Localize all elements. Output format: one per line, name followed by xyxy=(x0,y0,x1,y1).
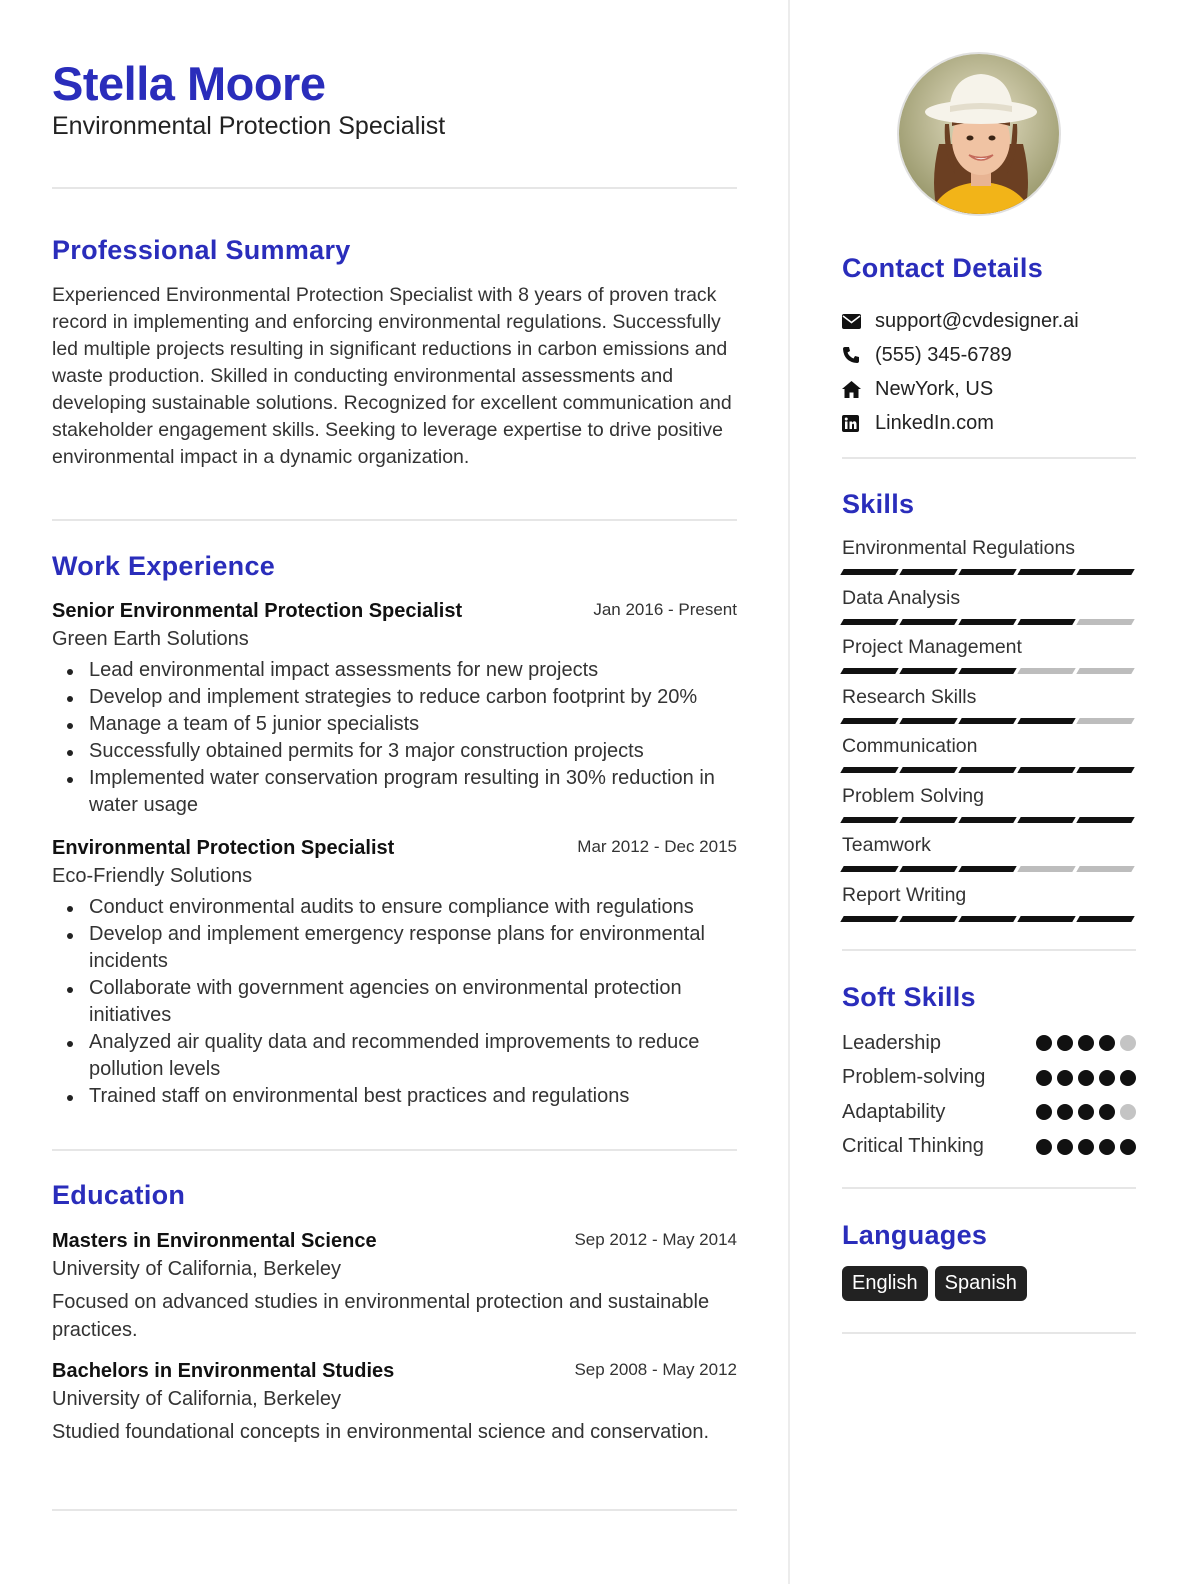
header-divider xyxy=(52,187,737,189)
skill-level-bar xyxy=(842,866,1136,872)
soft-skill-rating xyxy=(1036,1035,1136,1051)
contact-location xyxy=(842,372,1136,406)
skill-level-segment xyxy=(1076,569,1134,575)
school-name: University of California, Berkeley xyxy=(52,1258,341,1280)
skill-level-segment xyxy=(958,916,1016,922)
language-tag: English xyxy=(842,1266,928,1301)
education-entry xyxy=(52,1357,737,1447)
skill-level-segment xyxy=(899,569,957,575)
skill-item xyxy=(842,584,1136,634)
skill-level-segment xyxy=(958,619,1016,625)
skill-level-segment xyxy=(899,767,957,773)
skill-level-segment xyxy=(899,866,957,872)
job-bullet: Implemented water conservation program resulting in 30% reduction in water usage xyxy=(52,765,737,819)
rating-dot xyxy=(1036,1070,1052,1086)
rating-dot xyxy=(1078,1070,1094,1086)
skill-level-segment xyxy=(958,817,1016,823)
contact-phone[interactable] xyxy=(842,338,1136,372)
rating-dot xyxy=(1120,1035,1136,1051)
rating-dot xyxy=(1099,1035,1115,1051)
degree-title: Bachelors in Environmental Studies xyxy=(52,1360,395,1382)
skill-item xyxy=(842,782,1136,832)
summary-divider xyxy=(52,519,737,521)
job-bullet: Lead environmental impact assessments for new projects xyxy=(52,657,737,684)
job-bullet: Collaborate with government agencies on environmental protection initiatives xyxy=(52,975,737,1029)
education-date: Sep 2008 - May 2012 xyxy=(574,1360,737,1379)
contact-divider xyxy=(842,457,1136,459)
skill-level-segment xyxy=(1076,916,1134,922)
skill-level-bar xyxy=(842,668,1136,674)
portrait-image xyxy=(899,54,1061,216)
education-title: Education xyxy=(52,1180,186,1210)
skill-level-segment xyxy=(958,866,1016,872)
soft-skills-divider xyxy=(842,1187,1136,1189)
soft-skill-item xyxy=(842,1026,1136,1061)
skill-level-segment xyxy=(1076,866,1134,872)
education-description: Studied foundational concepts in environmental science and conservation. xyxy=(52,1421,710,1443)
soft-skills-title: Soft Skills xyxy=(842,982,976,1012)
skill-level-segment xyxy=(1076,718,1134,724)
soft-skill-rating xyxy=(1036,1139,1136,1155)
skill-name: Research Skills xyxy=(842,685,977,708)
phone-icon xyxy=(842,345,875,365)
job-date: Jan 2016 - Present xyxy=(593,600,737,619)
job-company: Eco-Friendly Solutions xyxy=(52,865,253,887)
rating-dot xyxy=(1120,1104,1136,1120)
soft-skill-name: Leadership xyxy=(842,1031,941,1054)
skill-level-segment xyxy=(1017,767,1075,773)
rating-dot xyxy=(1057,1070,1073,1086)
job-bullet: Develop and implement emergency response plans for environmental incidents xyxy=(52,921,737,975)
education-divider xyxy=(52,1509,737,1511)
candidate-role: Environmental Protection Specialist xyxy=(52,112,446,140)
skill-item xyxy=(842,683,1136,733)
skill-level-segment xyxy=(1017,817,1075,823)
soft-skill-item xyxy=(842,1095,1136,1130)
job-title: Environmental Protection Specialist xyxy=(52,837,395,859)
skill-item xyxy=(842,633,1136,683)
soft-skill-item xyxy=(842,1130,1136,1165)
education-entry xyxy=(52,1227,737,1344)
skill-level-segment xyxy=(958,569,1016,575)
skill-item xyxy=(842,534,1136,584)
contact-email-text: support@cvdesigner.ai xyxy=(875,309,1079,332)
skills-list xyxy=(842,534,1136,930)
job-bullet: Manage a team of 5 junior specialists xyxy=(52,711,737,738)
rating-dot xyxy=(1078,1035,1094,1051)
skill-level-bar xyxy=(842,767,1136,773)
job-company: Green Earth Solutions xyxy=(52,628,249,650)
rating-dot xyxy=(1099,1104,1115,1120)
rating-dot xyxy=(1036,1139,1052,1155)
skill-level-segment xyxy=(899,916,957,922)
skill-level-segment xyxy=(1076,767,1134,773)
degree-title: Masters in Environmental Science xyxy=(52,1230,377,1252)
job-bullet: Conduct environmental audits to ensure compliance with regulations xyxy=(52,894,737,921)
languages-list xyxy=(842,1266,1027,1301)
skills-title: Skills xyxy=(842,489,915,519)
column-divider xyxy=(788,0,790,1584)
school-name: University of California, Berkeley xyxy=(52,1388,341,1410)
rating-dot xyxy=(1099,1070,1115,1086)
summary-title: Professional Summary xyxy=(52,235,351,265)
contact-email[interactable] xyxy=(842,304,1136,338)
job-date: Mar 2012 - Dec 2015 xyxy=(577,837,737,856)
job-bullet: Analyzed air quality data and recommended improvements to reduce pollution levels xyxy=(52,1029,737,1083)
skill-level-segment xyxy=(840,668,898,674)
home-icon xyxy=(842,379,875,399)
soft-skill-rating xyxy=(1036,1070,1136,1086)
skill-level-segment xyxy=(840,767,898,773)
skill-name: Project Management xyxy=(842,636,1022,658)
rating-dot xyxy=(1057,1104,1073,1120)
skills-divider xyxy=(842,949,1136,951)
rating-dot xyxy=(1078,1139,1094,1155)
rating-dot xyxy=(1120,1070,1136,1086)
envelope-icon xyxy=(842,311,875,331)
summary-text: Experienced Environmental Protection Specialist with 8 years of proven track record in implementing and enforcing environmental regulations. Successfully led multiple projects resulting in significant reductions in carbon emissions and waste production. Skilled in conducting environmental assessments and developing sustainable solutions. Recognized for excellent communication and stakeholder engagement skills. Seeking to leverage expertise to drive positive environmental impact in a dynamic organization. xyxy=(52,284,732,468)
soft-skill-name: Critical Thinking xyxy=(842,1135,984,1158)
experience-title: Work Experience xyxy=(52,551,276,581)
skill-name: Problem Solving xyxy=(842,784,984,807)
job-bullet: Successfully obtained permits for 3 major construction projects xyxy=(52,738,737,765)
skill-level-segment xyxy=(899,817,957,823)
skill-level-segment xyxy=(840,817,898,823)
contact-title: Contact Details xyxy=(842,253,1044,283)
soft-skill-item xyxy=(842,1061,1136,1096)
experience-divider xyxy=(52,1149,737,1151)
skill-level-segment xyxy=(899,619,957,625)
skill-level-segment xyxy=(840,619,898,625)
soft-skill-rating xyxy=(1036,1104,1136,1120)
skill-level-segment xyxy=(1076,668,1134,674)
languages-divider xyxy=(842,1332,1136,1334)
skill-level-segment xyxy=(840,866,898,872)
skill-name: Environmental Regulations xyxy=(842,537,1076,559)
languages-title: Languages xyxy=(842,1220,988,1250)
soft-skills-list xyxy=(842,1026,1136,1164)
profile-photo xyxy=(897,52,1061,216)
candidate-name: Stella Moore xyxy=(52,57,326,110)
contact-list xyxy=(842,304,1136,440)
skill-level-segment xyxy=(899,668,957,674)
contact-linkedin-text: LinkedIn.com xyxy=(875,411,994,434)
skill-level-segment xyxy=(899,718,957,724)
skill-level-segment xyxy=(958,718,1016,724)
skill-item xyxy=(842,881,1136,931)
skill-level-segment xyxy=(1017,866,1075,872)
skill-item xyxy=(842,831,1136,881)
soft-skill-name: Problem-solving xyxy=(842,1066,986,1089)
rating-dot xyxy=(1078,1104,1094,1120)
skill-name: Communication xyxy=(842,735,978,757)
rating-dot xyxy=(1120,1139,1136,1155)
skill-level-segment xyxy=(840,718,898,724)
rating-dot xyxy=(1036,1035,1052,1051)
skill-level-segment xyxy=(1076,817,1134,823)
skill-level-bar xyxy=(842,718,1136,724)
skill-level-bar xyxy=(842,916,1136,922)
skill-level-segment xyxy=(840,569,898,575)
education-date: Sep 2012 - May 2014 xyxy=(574,1230,737,1249)
language-tag: Spanish xyxy=(935,1266,1027,1301)
rating-dot xyxy=(1036,1104,1052,1120)
job-bullet: Trained staff on environmental best practices and regulations xyxy=(52,1083,737,1110)
contact-linkedin[interactable] xyxy=(842,406,1136,440)
job-entry xyxy=(52,597,737,819)
skill-level-segment xyxy=(1017,668,1075,674)
skill-level-segment xyxy=(958,668,1016,674)
job-title: Senior Environmental Protection Specialist xyxy=(52,600,463,622)
contact-location-text: NewYork, US xyxy=(875,377,994,400)
job-bullets xyxy=(52,657,737,819)
rating-dot xyxy=(1057,1035,1073,1051)
education-description: Focused on advanced studies in environmental protection and sustainable practices. xyxy=(52,1291,710,1341)
job-entry xyxy=(52,834,737,1110)
skill-level-segment xyxy=(958,767,1016,773)
skill-level-segment xyxy=(1017,718,1075,724)
contact-phone-text: (555) 345-6789 xyxy=(875,343,1012,366)
skill-name: Report Writing xyxy=(842,883,967,906)
skill-level-segment xyxy=(1017,916,1075,922)
skill-level-segment xyxy=(1017,569,1075,575)
rating-dot xyxy=(1057,1139,1073,1155)
skill-level-segment xyxy=(1017,619,1075,625)
soft-skill-name: Adaptability xyxy=(842,1100,946,1123)
job-bullet: Develop and implement strategies to reduce carbon footprint by 20% xyxy=(52,684,737,711)
rating-dot xyxy=(1099,1139,1115,1155)
skill-name: Teamwork xyxy=(842,834,931,856)
skill-level-bar xyxy=(842,817,1136,823)
skill-item xyxy=(842,732,1136,782)
skill-name: Data Analysis xyxy=(842,586,961,609)
skill-level-segment xyxy=(1076,619,1134,625)
job-bullets xyxy=(52,894,737,1110)
skill-level-bar xyxy=(842,569,1136,575)
skill-level-segment xyxy=(840,916,898,922)
skill-level-bar xyxy=(842,619,1136,625)
linkedin-icon xyxy=(842,413,875,433)
